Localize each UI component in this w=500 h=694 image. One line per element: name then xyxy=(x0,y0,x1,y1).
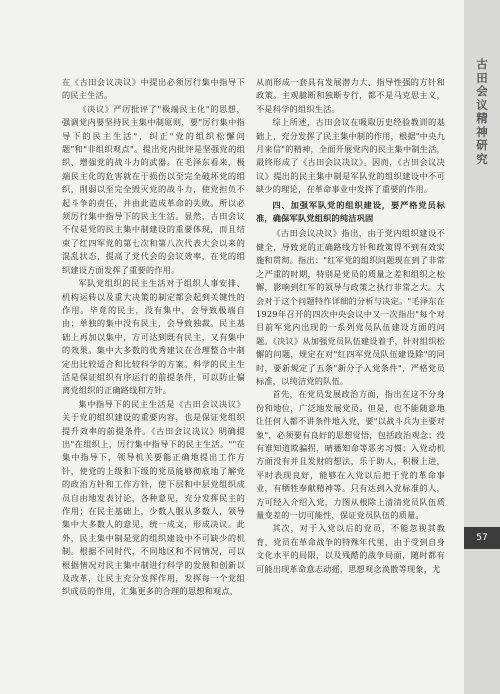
page-number: 57 xyxy=(464,527,500,549)
paragraph: 军队党组织的民主生活对于组织人事安排、机构运转以及重大决策的制定都会起到关键性的作用。毕竟的民主，没有集中，会导致极端自由；单独的集中没有民主，会导致独裁。民主基础上再加以集中，方可达到既有民主，又有集中的效果。集中大多数的优秀建议在合理整合中制定出比较适合和比较科学的方案。科学的民主生活是保证组织有序运行的前提条件，可以防止偏离党组织的正确路线和方针。 xyxy=(62,278,245,396)
journal-title: 古田会议精神研究 xyxy=(476,57,488,166)
right-column xyxy=(256,76,445,576)
paragraph: 集中指导下的民主生活是《古田会议决议》关于党的组织建设的重要内容，也是保证党组织提升效率的前提条件。《古田会议决议》明确提出"在组织上，厉行集中指导下的民主生活。""在集中指导下，领导机关要能正确地提出工作方针，使党的上级和下级的党员能够彻底地了解党的政治方针和工作方针，使下层和中层党组织成员自由地发表讨论，各种意见，充分发挥民主的作用；在民主基础上，少数人服从多数人，领导集中大多数人的意见，统一成文，形成决议。此外，民主集中制是党的组织建设中不可缺少的机制。根据不同时代，不同地区和不同情况，可以根据情况对民主集中制进行科学的发展和创新以及改革，让民主充分发挥作用，发挥每一个党组织成员的作用，汇集更多的合理的思想和观点， xyxy=(62,398,245,597)
right-column-intro xyxy=(256,76,445,197)
section-heading: 四、加强军队党的组织建设，要严格党员标准，确保军队党组织的纯洁巩固 xyxy=(256,199,445,224)
paragraph: 其次，对于入党以后的党员，不能忽视其教育，党员在革命战争的特殊年代里，由于受到自身文化水平的局限，以及残酷的战争局面，随时都有可能出现革命意志动摇，思想观念涣散等现象，尤 xyxy=(256,523,445,574)
left-column xyxy=(62,76,245,599)
paragraph: 从而形成一套具有发展潜力大、指导性强的方针和政策。主观臆断和独断专行，都不是马克思主义，不是科学的组织生活。 xyxy=(256,77,445,114)
paragraph: 《古田会议决议》指出，由于党内组织建设不健全，导致党的正确路线方针和政策得不到有效实施和贯彻。指出："红军党的组织问题现在到了非常之严重的时期，特别是党员的质量之差和组织之松懈，影响到红军的领导与政策之执行非常之大。大会对于这个问题特作详细的分析与决定。"毛泽东在1929年召开的四次中央会议中又一次指出"每个对目前军党内出现的一系列党员队伍建设方面的问题。《决议》从加强党员队伍建设着手，针对组织松懈的问题，规定在对"红四军党员队伍建设除"的同时，要新规定了五条"新分子入党条件"，严格党员标准，以纯洁党的队伍。 xyxy=(256,228,445,386)
right-column-body xyxy=(256,227,445,576)
paragraph: 综上所述，古田会议在吸取历史经验教训的基础上，充分发挥了民主集中制的作用，根据"中央九月来信"的精神，全面开展党内的民主集中制生活，最终形成了《古田会议决议》。因而，《古田会议决议》提出的民主集中制是军队党的组织建设中不可缺少的理论，在革命事业中发挥了重要的作用。 xyxy=(256,117,445,195)
paragraph: 首先，在党员发展政治方面，指出在这不分身份和地位，广泛地发展党员。但是，也不能随意地让任何人都不讲条件地入党，要"以战斗兵为主要对象"，必须要有良好的思想觉悟，包括政治观念；没有谁知道欺骗拐，晴播知命等恶劣习惯；入党动机方面没有并且发财的想法，乐于助人，积极上进，平时表现良好，能够在入党以后把于党的革命事业，有牺牲奉献精神等。只有达到入党标准的人，方可经入介绍入党，力图从根除上清清党员队伍质量变差的一切可能性，保证党员队伍的质量。 xyxy=(256,389,445,520)
paragraph: 《决议》严厉批评了"极端民主化"的思想，强调党内要坚持民主集中制原则，要"厉行集中指导下的民主生活"，纠正"党的组织松懈问题"和"非组织观点"。提出党内批评是坚强党的组织、增强党的战斗力的武器。在毛泽东看来，极端民主化的危害就在于损伤以至完全破坏党的组织，削弱以至完全毁灭党的战斗力，使党担负不起斗争的责任，并由此造成革命的失败。所以必须厉行集中指导下的民主生活。显然，古田会议不仅是党的民主集中制建设的重要体现，而且结束了红四军党的第七次和第八次代表大会以来的混乱状态，提高了党代会的会议效率，在党的组织建设方面发挥了重要的作用。 xyxy=(62,103,245,275)
paragraph: 在《古田会议决议》中提出必须厉行集中指导下的民主生活。 xyxy=(62,77,245,101)
